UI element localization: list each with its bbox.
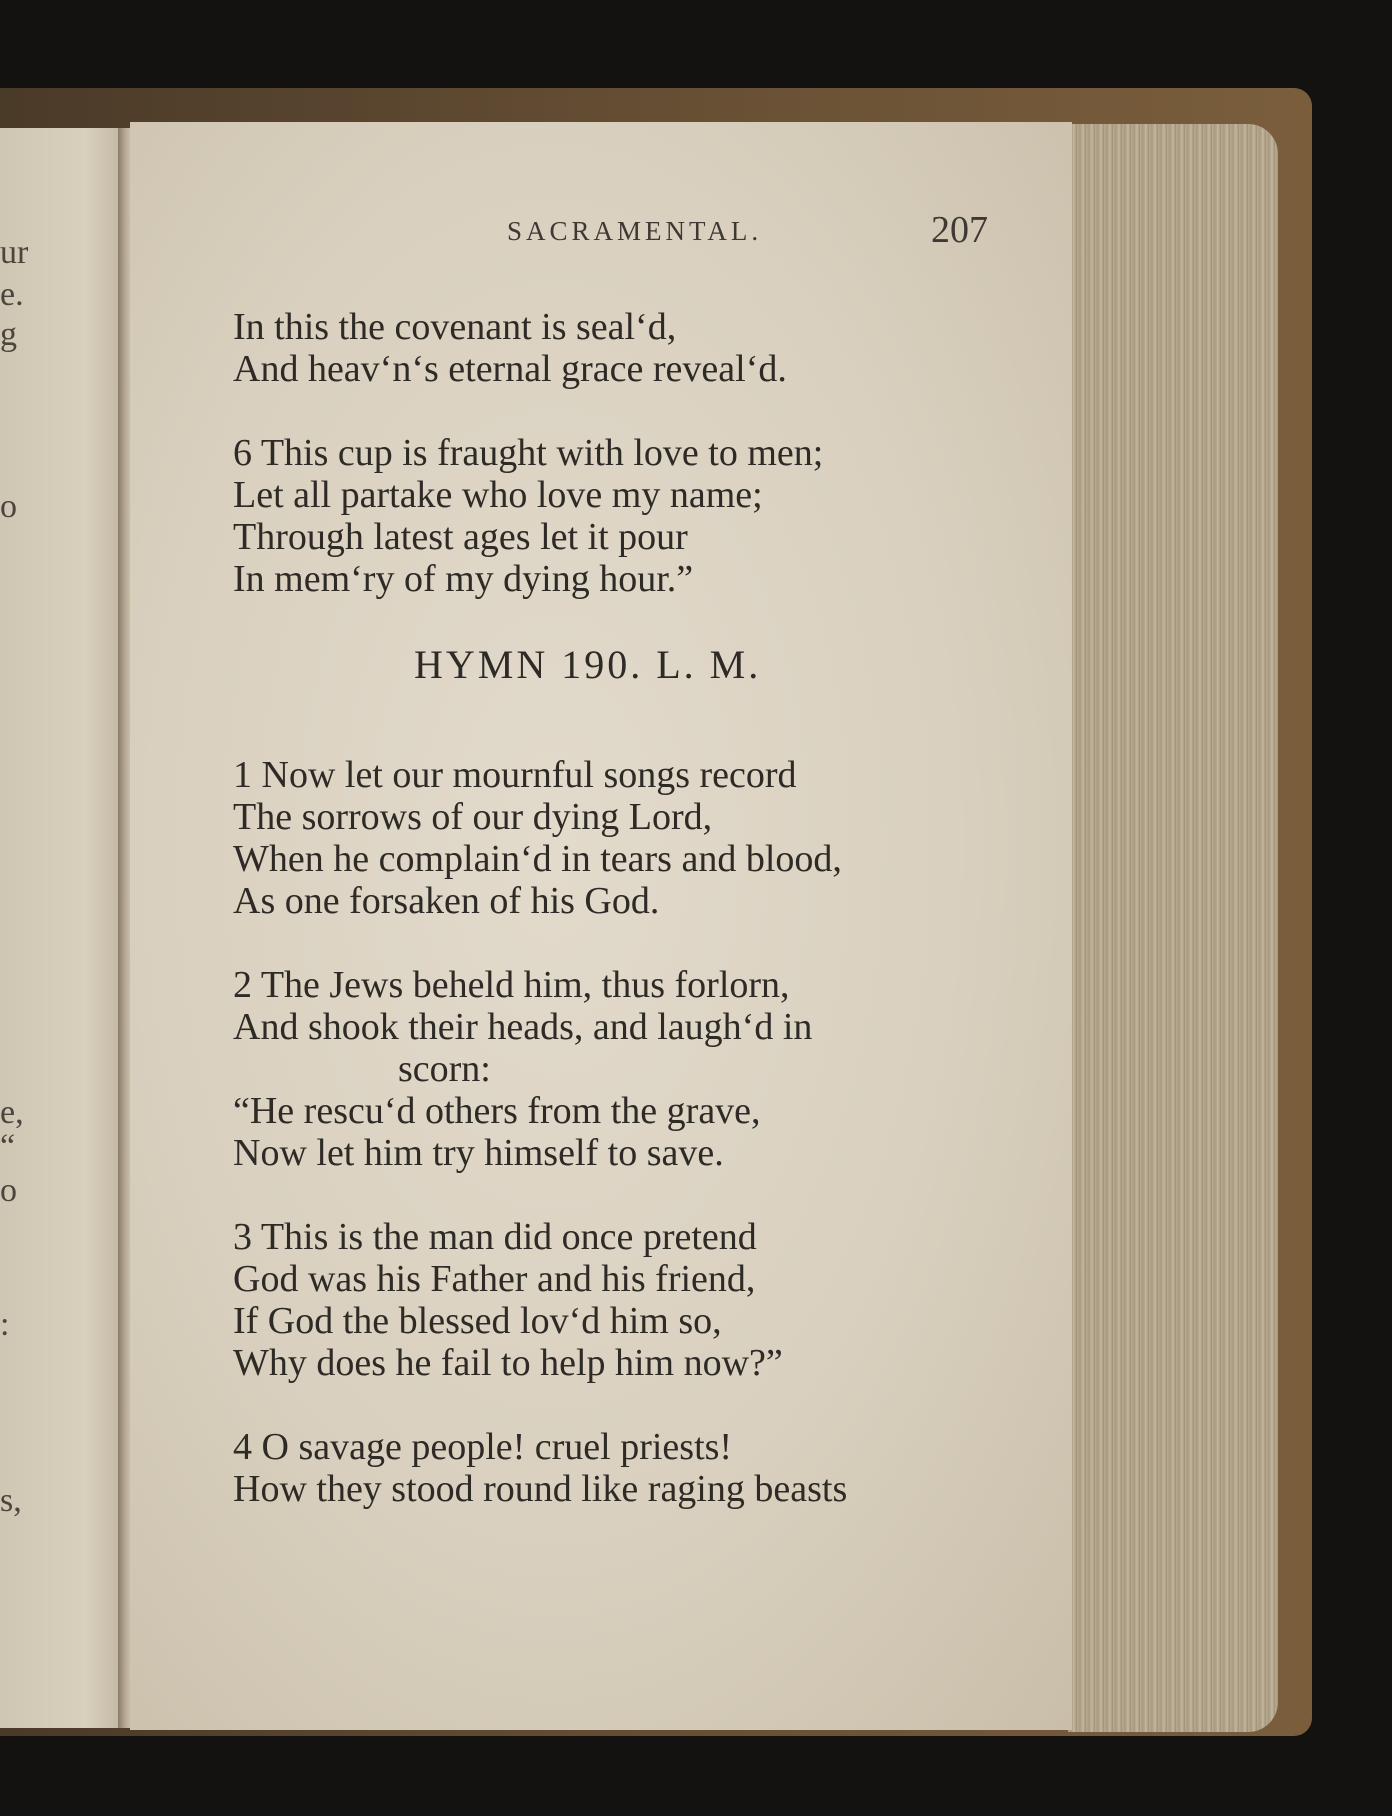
- left-page-fragment: :: [0, 1306, 10, 1343]
- verse-line: If God the blessed lov‘d him so,: [233, 1300, 722, 1342]
- verse-line: How they stood round like raging beasts: [233, 1468, 848, 1510]
- stanza-6: [233, 432, 1033, 600]
- verse-line: When he complain‘d in tears and blood,: [233, 838, 842, 880]
- verse-line: 4 O savage people! cruel priests!: [233, 1426, 733, 1468]
- verse-line: Through latest ages let it pour: [233, 516, 688, 558]
- page-number: 207: [931, 209, 988, 251]
- hymn-title: HYMN 190. L. M.: [414, 642, 762, 687]
- running-title: SACRAMENTAL.: [507, 216, 763, 246]
- verse-line: As one forsaken of his God.: [233, 880, 660, 922]
- stanza-5-end: [233, 306, 1033, 390]
- hymn-stanza-4: [233, 1426, 1033, 1510]
- verse-line: In this the covenant is seal‘d,: [233, 306, 677, 348]
- left-page-fragment: s,: [0, 1482, 22, 1519]
- verse-line: 2 The Jews beheld him, thus forlorn,: [233, 964, 790, 1006]
- left-page-fragment: o: [0, 1172, 17, 1209]
- page-edges: [1068, 124, 1278, 1732]
- verse-line: Let all partake who love my name;: [233, 474, 763, 516]
- left-page-edge: [0, 128, 122, 1728]
- left-page-fragment: e.: [0, 276, 24, 313]
- hymn-stanza-1: [233, 754, 1033, 922]
- verse-line: scorn:: [398, 1048, 491, 1090]
- verse-line: God was his Father and his friend,: [233, 1258, 756, 1300]
- verse-line: Why does he fail to help him now?”: [233, 1342, 783, 1384]
- left-page-fragment: “: [0, 1128, 16, 1165]
- hymn-stanza-3: [233, 1216, 1033, 1384]
- page-text: [233, 306, 1033, 1510]
- hymn-stanza-2: [233, 964, 1033, 1174]
- verse-line: “He rescu‘d others from the grave,: [233, 1090, 761, 1132]
- verse-line: Now let him try himself to save.: [233, 1132, 724, 1174]
- verse-line: In mem‘ry of my dying hour.”: [233, 558, 694, 600]
- verse-line: 1 Now let our mournful songs record: [233, 754, 797, 796]
- left-page-fragment: o: [0, 488, 17, 525]
- verse-line: The sorrows of our dying Lord,: [233, 796, 713, 838]
- verse-line: And heav‘n‘s eternal grace reveal‘d.: [233, 348, 787, 390]
- left-page-fragment: g: [0, 316, 17, 353]
- verse-line: 3 This is the man did once pretend: [233, 1216, 757, 1258]
- left-page-fragment: e,: [0, 1094, 24, 1131]
- left-page-fragment: ur: [0, 234, 29, 271]
- verse-line: 6 This cup is fraught with love to men;: [233, 432, 824, 474]
- verse-line: And shook their heads, and laugh‘d in: [233, 1006, 813, 1048]
